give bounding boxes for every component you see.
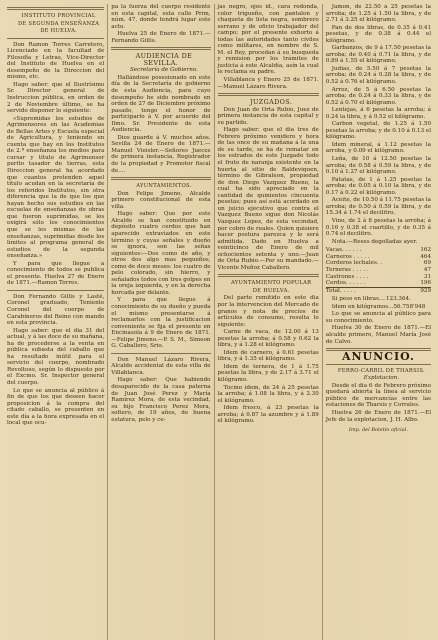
paragraph: Lo que se anuncia al público á fin de que los que deseen hacer proposicion á la compra del citado caballo, se presenten en este día a la hora expresada en el local que ocu- bbox=[7, 387, 105, 427]
paragraph: Hago saber: Que habiendo desaparecido de la casa paterna de Juan José Perez y María Ramirez Mora, de esta vecindad, su hijo Francisco Perez Mora, soltero, de 19 años, de buena estatura, pelo y ce- bbox=[111, 377, 211, 423]
paragraph: Hago saber: que el dia tres de Febrero próximo venidero y hora de las once de su mañana á la una de su tarde, se ha de rematar en los estrados de este Juzgado todo el fruto de naranja existente en la huerta al sitio de Baldeviquen, término de Gibraleon, propiedad de don Diego Vazquez Bueno, la cual ha sido apreciado en la cantidad de quinientos cincuenta pesetas; pues así está acordado en un juicio ejecutivo que contra el Vazquez Bueno sigue don Nicolás Vazquez Lopez, de esta vecindad, por cobro de reales. Quien quisiere hacer postura parezca y le será admitida. Dado en Huelva a veinticinco de Enero de mil ochocientos setenta y uno.—Juan de Orta Rubio.—Por su mandado.—Vicente Muñoz Caballero. bbox=[217, 127, 319, 271]
total-value: 929 bbox=[414, 287, 431, 294]
divider bbox=[7, 38, 104, 39]
livestock-table bbox=[326, 247, 431, 294]
table-row bbox=[326, 267, 431, 274]
imprint: Imp. del Boletin oficial. bbox=[348, 427, 408, 434]
table-row bbox=[326, 254, 431, 261]
paragraph: jas negro, ojos id., cara redonda, color trigueño, con pantalon y chaqueta de lista negra, sombrero serrano y de oficio trabajador del campo; por el presente exhorto á todas las autoridades tanto civiles como militares, en nombre de S. M. el Rey, procedan á su busqueda y remision por los trámites de justicia á este Alcaldía, asín la cual le reclama su padre. bbox=[217, 4, 319, 76]
paragraph: Jamon, de 22.50 á 25 pesetas la arroba; de 1.25 á 1.50 la libra, y de 2.71 á 3.25 el kilógramo. bbox=[325, 4, 432, 24]
paragraph: Idem fresco, á 23 pesetas la arroba; á 0.87 la azumbre y á 1.89 el kilógramo. bbox=[217, 405, 319, 425]
table-total-row bbox=[326, 287, 431, 294]
paragraph: Aceite, de 10.50 á 11.75 pesetas la arroba; de 0.50 á 0.59 la libra, y de 15.34 á 1.74 el decilitro. bbox=[325, 197, 432, 217]
paragraph: Desde el dia 6 de Febrero próximo quedará abierta la línea al servicio público de mercancías entre las estaciones de Tharsis y Corrales. bbox=[325, 382, 432, 409]
row-label: Cerdos. . . . . . bbox=[325, 280, 366, 287]
table-row bbox=[326, 260, 431, 267]
row-label: Vacas. . . . . . bbox=[325, 247, 362, 254]
paragraph: Nota.—Reses degolladas ayer. bbox=[331, 238, 418, 245]
row-value: 31 bbox=[423, 273, 432, 280]
table-row bbox=[326, 274, 431, 281]
divider bbox=[218, 93, 319, 96]
table-row bbox=[326, 247, 431, 254]
paragraph: Judias, de 5.50 á 7 pesetas la arroba; de 0.24 á 0.28 la libra, y de 0.52 á 0.76 el kilógramo. bbox=[325, 65, 432, 86]
divider bbox=[111, 47, 210, 50]
gazette-columns bbox=[4, 4, 434, 640]
paragraph: Idem de ternera, de 1 á 1.75 pesetas la libra, y de 2.17 á 3.71 el kilógramo. bbox=[217, 363, 319, 383]
row-value: 162 bbox=[420, 247, 432, 254]
paragraph: Dios guarde á V. muchos años. Sevilla 24 de Enero de 1871.—Manuel Vieisler.—Señores Jueces de primera instancia, Registrador de la propiedad y Promotor fiscal de.... bbox=[111, 134, 211, 174]
paragraph: Garbanzos, de 9 á 17.50 pesetas la arroba; de 0.40 á 0.71 la libra, y de 0.89 á 1.55 el kilógramo. bbox=[325, 45, 432, 65]
divider bbox=[7, 290, 104, 291]
paragraph: Idem mineral, á 1.12 pesetas la arroba, y 0.09 el kilógramo. bbox=[325, 141, 432, 155]
paragraph: Carbon vegetal, de 1.25 á 1.50 pesetas la arroba; y de 0.10 á 0.13 el kilógramo. bbox=[325, 121, 432, 141]
paragraph: Lentejas, á 6 pesetas la arroba; á 0.24 la libra, y á 0.52 el kilógramo. bbox=[325, 107, 432, 120]
row-label: Corderos lechales. . bbox=[325, 260, 383, 267]
section-header-ferrocarril: FERRO-CARRIL DE THARSIS. bbox=[337, 367, 425, 374]
section-header-instituto-1: INSTITUTO PROVINCIAL bbox=[21, 13, 96, 19]
column-4 bbox=[323, 4, 434, 640]
paragraph: Huelva 26 de Enero de 1871.—El Jefe de la explotacion, J. H. Albo. bbox=[325, 409, 432, 423]
column-2 bbox=[108, 4, 213, 640]
paragraph: Don Ramon Torres Carretero, Licenciado en la facultad de Filosofía y Letras, Vice-Director del Instituto de Huelva en el desempeño de la Direccion del mismo, etc. bbox=[7, 41, 105, 81]
paragraph: Del parte remitido en este dia por la intervencion del Mercado de granos y nota de precios de artículos de consumo, resulta lo siguiente: bbox=[217, 295, 319, 328]
paragraph: Patatas, de 1 á 1.25 pesetas la arroba; de 0.05 á 0.10 la libra, y de 0.17 á 0.22 el kilógramo. bbox=[325, 176, 432, 196]
section-header-instituto-2: DE SEGUNDA ENSEÑANZA bbox=[17, 20, 100, 27]
paragraph: Hago saber: Que por este Alcalde se han constituido en depósito cuatro cerdos que han aparecido extraviados en este término y cuyas señales y dueño se ignora, son las señas siguientes:—Dos como de año, y otros dos algo mas pequeños, como de doce meses: los cuatro de pelo colorado, sin hierro, y señalados todos con tres golpes en la oreja izquierda, y en la derecha horcada por delante. bbox=[111, 211, 211, 296]
paragraph: Hago saber: que el Ilustrísimo Sr. Director general de Instruccion pública, en orden de 2 de Noviembre último, se ha servido disponer lo siguiente: bbox=[7, 81, 105, 115]
row-label: Terneras . . . . . bbox=[325, 266, 369, 273]
paragraph: «Supremidas los estudios de Agrimensores en las Academias de Bellas Artes y Escuela especial de Agricultura, y teniendo en cuenta que hay en los Institutos de 2.ª enseñanza los medios para cursar y título de Agrimensor perito tasador de tierras, esta Direccion general ha acordado que cuantos pretenden aquel título acudan en la secretaría de los referidos Institutos, sin otra diferencia que la de que los que hayan hecho sus estudios en las escuelas de enseñanzas de obras que fueron suprimidas, se les exigirá sólo los conocimientos que se les mismas de las enseñanzas, suprimidas desde los límites al programa general de estudios de la segunda enseñanza.» bbox=[7, 115, 105, 260]
paragraph: Lo que se anuncia al público para su conocimiento. bbox=[325, 311, 432, 324]
section-header-ayuntamiento-popular: AYUNTAMIENTO POPULAR bbox=[230, 280, 312, 287]
paragraph: Idem de carnero, á 0.61 pesetas libra, y á 1.35 el kilógramo. bbox=[217, 349, 319, 363]
row-value: 69 bbox=[423, 260, 432, 267]
header-rule bbox=[7, 7, 104, 10]
paragraph: pa la fuerza del cuerpo residente en esta capital, esta calle Prim, núm. 47, donde tendrá lugar este acto. bbox=[111, 4, 211, 30]
paragraph: Hallándose posesionado en este día de la Secretaría de gobierno de esta Audiencia, para cuyo desempeño he sido nombrado en orden de 27 de Diciembre próximo pasado, tengo el honor de participarlo á V. por acuerdo del Ilmo. Sr. Presidente de esta Audiencia. bbox=[111, 74, 211, 134]
paragraph: Huelva 30 de Enero de 1871.—El alcalde primero, Manuel María José de Calvo. bbox=[325, 325, 432, 345]
section-header-ayuntamientos: AYUNTAMIENTOS. bbox=[136, 183, 192, 190]
column-separator bbox=[322, 4, 323, 640]
paragraph: Don Manuel Lázaro Rivera, Alcalde accidental de esta villa de Villablanca. bbox=[111, 356, 211, 376]
section-subheader: Explotacion. bbox=[363, 375, 400, 382]
paragraph: Hago saber: que el dia 31 del actual, y á las doce de su mañana, ha de procederse a la venta en pública subasta del caballo que ha resultado inútil para el servicio del cuerpo, nombrado Revoltoso, según lo dispuesto por el Excmo. Sr. Inspector general del cuerpo. bbox=[7, 327, 105, 386]
column-1 bbox=[4, 4, 107, 640]
column-3 bbox=[215, 4, 322, 640]
row-label: Carneros . . . . . bbox=[325, 253, 370, 260]
paragraph: Tocino idem, de 24 á 25 pesetas la arroba; á 1.08 la libra, y á 2.30 el kilógramo. bbox=[217, 384, 319, 404]
section-header-instituto-3: DE HUELVA. bbox=[40, 28, 78, 35]
paragraph: Villablanca y Enero 25 de 1871.—Manuel Lázaro Rivera. bbox=[217, 77, 319, 90]
section-header-audiencia: AUDIENCIA DE SEVILLA. bbox=[135, 52, 193, 67]
divider bbox=[326, 364, 431, 365]
divider bbox=[326, 348, 431, 351]
row-value: 196 bbox=[420, 280, 432, 287]
paragraph: Carne de vaca, de 12.00 á 13 pesetas la arroba; á 0.58 y 0.62 la libra, y á 1.28 el kilógramo. bbox=[217, 329, 319, 349]
paragraph: Leña, de 10 á 12.50 pesetas la arroba; de 0.58 á 0.59 la libra, y de 0.10 á 1.27 el kilógramo. bbox=[325, 156, 432, 176]
divider bbox=[111, 177, 210, 180]
row-value: 464 bbox=[420, 253, 432, 260]
paragraph: Vino, de 2 á 8 pesetas la arroba; á 0.16 y 0.38 el cuartillo, y de 0.35 á 0.74 el decilitro. bbox=[325, 217, 432, 238]
table-row bbox=[326, 280, 431, 287]
paragraph: Arroz, de 5 á 6.50 pesetas la arroba; de 0.24 á 0.33 la libra, y de 0.52 á 0.70 el kilógramo. bbox=[325, 86, 432, 106]
divider bbox=[218, 274, 319, 277]
row-label: Castrones . . . . bbox=[325, 273, 369, 280]
paragraph: Huelva 25 de Enero de 1871.—Fernando Gillis. bbox=[111, 31, 211, 44]
total-label: Total. . . . . bbox=[326, 287, 414, 294]
paragraph: Don Fernando Gillis y Lasté, Coronel graduado, Teniente Coronel del cuerpo de Carabineros del Reino con mando en esta provincia. bbox=[7, 293, 105, 327]
paragraph: Pan de dos libras, de 0.35 á 0.41 pesetas, y de 0.38 á 0.44 el kilógramo. bbox=[325, 24, 432, 44]
column-separator bbox=[107, 4, 108, 640]
column-separator bbox=[214, 4, 215, 640]
paragraph: Don Juan de Orta Rubio, Juez de primera instancia de esta capital y su partido. bbox=[217, 106, 319, 126]
paragraph: Y para que llegue a conocimiento de todos se publica el presente. Huelva 27 de Enero de 1871.—Ramon Torres. bbox=[7, 260, 105, 287]
paragraph: Y para que llegue á conocimiento de su dueño y pueda el mismo presentarse á reclamarlos con la justificacion conveniente se fija el presente en Encinasola á 9 de Enero de 1871.—Felipe Jimeno.—P. S. M., Simeon G. Caballero, Srio. bbox=[111, 297, 211, 350]
row-value: 47 bbox=[423, 266, 432, 273]
paragraph: Idem en kilógramos...56.758'948 bbox=[331, 303, 426, 310]
paragraph: Don Felipe Jimeno, Alcalde primero constitucional de esta villa. bbox=[111, 190, 211, 210]
divider bbox=[111, 353, 210, 354]
section-subheader: Secretaría de Gobierno. bbox=[129, 67, 198, 74]
section-header-de-huelva: DE HUELVA. bbox=[252, 287, 290, 294]
paragraph: Si peso en libras....123.364. bbox=[331, 296, 411, 303]
announcement-title: ANUNCIO. bbox=[341, 350, 415, 364]
section-header-juzgados: JUZGADOS. bbox=[250, 98, 293, 107]
